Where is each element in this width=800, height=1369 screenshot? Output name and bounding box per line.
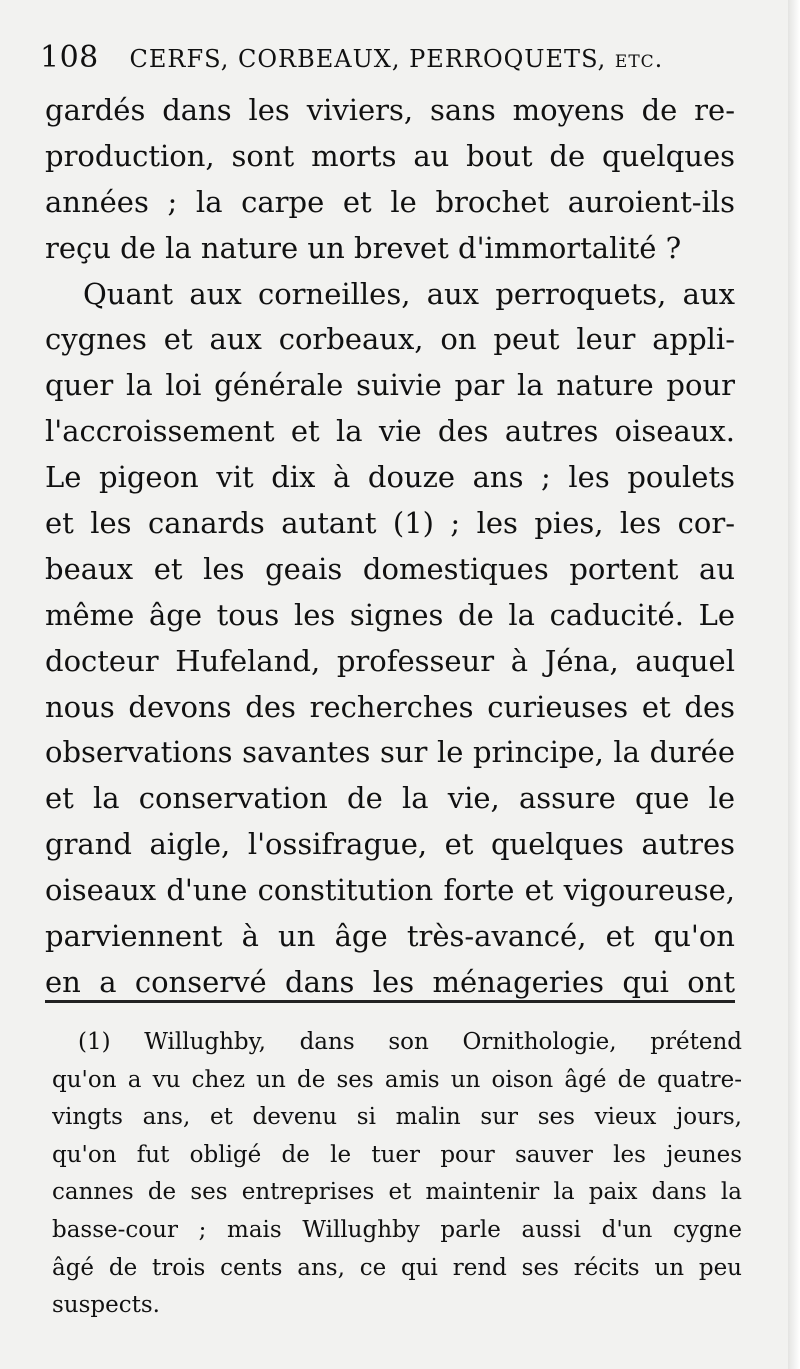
- text-line: Quant aux corneilles, aux perroquets, aux: [83, 276, 735, 311]
- footnote-line: qu'on a vu chez un de ses amis un oison âgé de quatre-: [52, 1066, 742, 1093]
- text-line: quer la loi générale suivie par la nature pour: [45, 368, 735, 403]
- footnote-line: qu'on fut obligé de le tuer pour sauver les jeunes: [52, 1141, 742, 1168]
- footnote-line: âgé de trois cents ans, ce qui rend ses récits un peu: [52, 1254, 742, 1281]
- text-line: parviennent à un âge très-avancé, et qu'on: [45, 919, 735, 954]
- text-line: observations savantes sur le principe, la durée: [45, 735, 735, 770]
- footnote-line: suspects.: [52, 1292, 160, 1319]
- text-line: beaux et les geais domestiques portent au: [45, 551, 735, 586]
- page-edge-shadow: [788, 0, 800, 1369]
- text-line: grand aigle, l'ossifrague, et quelques autres: [45, 827, 735, 862]
- footnote-rule: [45, 1000, 735, 1003]
- page-number: 108: [40, 40, 99, 75]
- running-head: [40, 38, 740, 78]
- main-text: [45, 88, 735, 1006]
- text-line: l'accroissement et la vie des autres oiseaux.: [45, 414, 735, 449]
- text-line: production, sont morts au bout de quelques: [45, 138, 735, 173]
- text-line: et les canards autant (1) ; les pies, les cor-: [45, 506, 735, 541]
- text-line: gardés dans les viviers, sans moyens de re-: [45, 93, 735, 127]
- text-line: et la conservation de la vie, assure que le: [45, 781, 735, 816]
- text-line: en a conservé dans les ménageries qui ont: [45, 964, 735, 999]
- running-title: CERFS, CORBEAUX, PERROQUETS, etc.: [129, 45, 664, 73]
- footnote-line: cannes de ses entreprises et maintenir la paix dans la: [52, 1179, 742, 1206]
- text-line: reçu de la nature un brevet d'immortalité ?: [45, 230, 682, 265]
- text-line: Le pigeon vit dix à douze ans ; les poulets: [45, 460, 735, 495]
- text-line: cygnes et aux corbeaux, on peut leur appli-: [45, 322, 735, 357]
- text-line: même âge tous les signes de la caducité. Le: [45, 597, 735, 632]
- text-line: docteur Hufeland, professeur à Jéna, auquel: [45, 643, 735, 678]
- footnote-line: vingts ans, et devenu si malin sur ses vieux jours,: [52, 1104, 742, 1131]
- footnote-line: (1) Willughby, dans son Ornithologie, prétend: [78, 1029, 742, 1055]
- footnote-line: basse-cour ; mais Willughby parle aussi d'un cygne: [52, 1216, 742, 1243]
- text-line: oiseaux d'une constitution forte et vigoureuse,: [45, 873, 735, 908]
- footnote: [52, 1024, 742, 1325]
- text-line: nous devons des recherches curieuses et des: [45, 689, 735, 724]
- text-line: années ; la carpe et le brochet auroient-ils: [45, 184, 735, 219]
